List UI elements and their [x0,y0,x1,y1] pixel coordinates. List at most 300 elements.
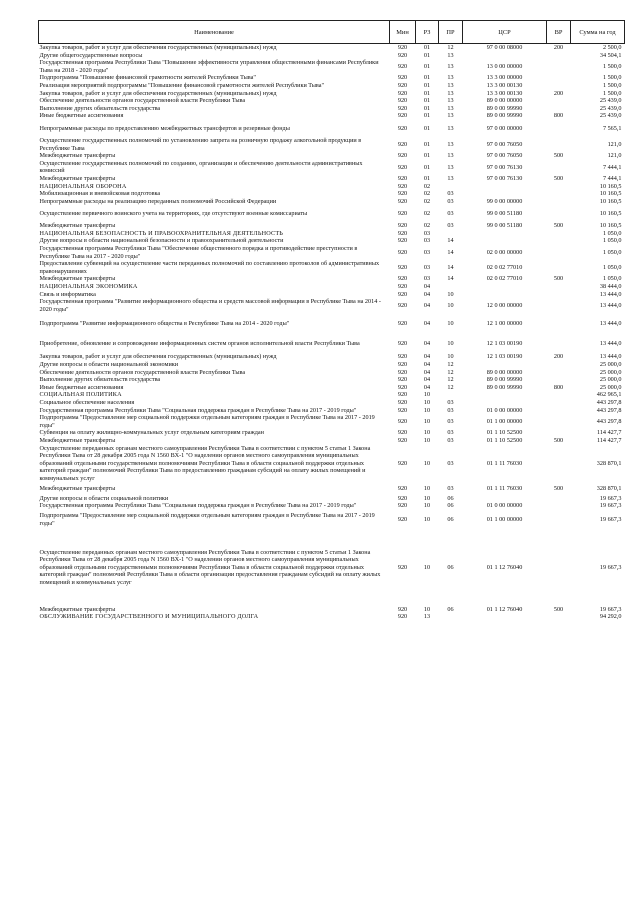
cell-vr [547,429,571,437]
cell-min: 920 [397,398,408,406]
cell-pr: 13 [447,140,454,148]
cell-rz: 10 [423,502,431,510]
table-row [39,613,625,621]
cell-pr: 06 [447,502,454,510]
cell-rz: 04 [423,368,431,376]
cell-sum: 121,0 [607,140,622,148]
cell-min: 920 [397,406,408,414]
cell-min: 920 [397,391,408,399]
cell-sum: 10 160,5 [599,209,622,217]
cell-name: Осуществление государственных полномочий по установлению запрета на розничную продажу алкогольной продукции в Республике Тыва [39,136,362,152]
cell-pr: 03 [447,459,454,467]
cell-name: Межбюджетные трансферты [39,275,116,283]
cell-name: НАЦИОНАЛЬНАЯ ОБОРОНА [39,182,127,190]
cell-vr [547,298,571,313]
cell-pr [439,283,463,291]
cell-vr [547,260,571,275]
cell-pr: 14 [447,264,454,272]
cell-pr: 03 [447,190,454,198]
cell-min: 920 [397,417,408,425]
cell-rz: 01 [423,97,431,105]
cell-name: Государственная программа Республики Тыва "Обеспечение общественного порядка и противодействие преступности в Республике Тыва на 2017 - 2020 годы" [39,245,358,260]
cell-vr: 500 [553,605,564,613]
cell-name: Другие общегосударственные вопросы [39,51,143,59]
cell-csr [463,361,547,369]
cell-name: Государственная программа Республики Тыва "Повышение эффективности управления общественными финансами Республики Тыва на 2018 - 2020 годы" [39,59,379,74]
cell-rz: 04 [423,290,431,298]
cell-min: 920 [397,484,408,492]
table-row [39,445,625,483]
cell-vr [547,445,571,483]
cell-name: Связь и информатика [39,290,96,298]
cell-csr: 89 0 00 00000 [486,368,523,376]
cell-csr [463,283,547,291]
cell-csr: 89 0 00 99990 [486,376,523,384]
cell-pr: 12 [447,376,454,384]
table-row [39,502,625,510]
cell-csr: 01 0 00 00000 [486,502,523,510]
cell-sum: 10 160,5 [599,182,622,190]
cell-rz: 03 [423,264,431,272]
table-row [39,283,625,291]
cell-sum: 13 444,0 [599,339,622,347]
cell-min: 920 [397,368,408,376]
cell-vr [547,137,571,152]
cell-min: 920 [397,502,408,510]
table-row [39,313,625,333]
cell-csr: 89 0 00 00000 [486,97,523,105]
cell-min: 920 [397,361,408,368]
cell-csr: 97 0 00 76050 [486,140,523,148]
cell-vr [547,105,571,113]
cell-min: 920 [397,51,408,59]
cell-pr: 03 [447,417,454,425]
cell-csr: 01 0 00 00000 [486,406,523,414]
table-row [39,429,625,437]
cell-name: ОБСЛУЖИВАНИЕ ГОСУДАРСТВЕННОГО И МУНИЦИПАЛЬНОГО ДОЛГА [39,613,259,621]
cell-vr: 500 [553,152,564,160]
cell-rz: 01 [423,81,431,89]
cell-vr: 800 [553,383,564,391]
cell-pr: 03 [447,398,454,406]
cell-sum: 443 297,8 [596,398,622,406]
cell-csr: 89 0 00 99990 [486,104,523,112]
cell-min: 920 [397,174,408,182]
cell-min: 920 [397,353,408,361]
cell-pr: 10 [447,290,454,298]
cell-csr: 13 3 00 00130 [486,81,523,89]
cell-rz: 03 [423,248,431,256]
cell-csr: 02 0 02 77010 [486,264,523,272]
cell-pr: 12 [447,368,454,376]
cell-sum: 1 500,0 [602,62,622,70]
cell-min: 920 [397,44,408,51]
cell-rz: 04 [423,283,431,291]
cell-min: 920 [397,163,408,171]
cell-min: 920 [397,319,408,327]
cell-name: Подпрограмма "Повышение финансовой грамотности жителей Республики Тыва" [39,74,256,82]
cell-pr: 14 [447,248,454,256]
cell-name: Непрограммные расходы по предоставлению межбюджетных трансфертов и резервные фонды [39,124,290,132]
cell-vr [547,369,571,377]
cell-name: Государственная программа Республики Тыва "Социальная поддержка граждан в Республике Тыва на 2017 - 2019 годы" [39,502,357,510]
cell-min: 920 [397,62,408,70]
cell-sum: 13 444,0 [599,353,622,361]
cell-vr [547,74,571,82]
cell-pr: 03 [447,209,454,217]
cell-name: Предоставление субвенций на осуществление части переданных полномочий по составлению протоколов об административных правонарушениях [39,260,380,275]
cell-name: Государственная программа "Развитие информационного общества и средств массовой информации в Республике Тыва на 2014 - 2020 годы" [39,298,381,313]
cell-pr: 13 [447,81,454,89]
table-header-row [39,21,625,44]
cell-rz: 01 [423,74,431,82]
cell-name: Межбюджетные трансферты [39,174,116,182]
header-rz: РЗ [416,21,439,44]
cell-name: Обеспечение деятельности органов государственной власти Республики Тыва [39,97,246,105]
cell-csr: 12 0 00 00000 [486,302,523,310]
cell-csr [463,183,547,191]
cell-rz: 01 [423,104,431,112]
cell-name: Реализация мероприятий подпрограммы "Повышение финансовой грамотности жителей Республики Тыва" [39,81,325,89]
cell-csr: 97 0 00 76130 [486,174,523,182]
cell-rz: 10 [423,563,431,571]
cell-name: Другие вопросы в области национальной безопасности и правоохранительной деятельности [39,237,284,245]
cell-min: 920 [397,302,408,310]
table-body [39,44,625,621]
table-row [39,606,625,614]
cell-vr [547,59,571,74]
cell-pr: 14 [447,275,454,283]
cell-pr: 06 [447,563,454,571]
budget-table-sheet [38,20,624,621]
cell-name: Межбюджетные трансферты [39,605,116,613]
cell-vr: 500 [553,484,564,492]
cell-sum: 1 050,0 [602,229,622,237]
cell-name: Осуществление переданных органам местного самоуправления Республики Тыва в соответствии с пунктом 5 статьи 1 Закона Республики Тыва от 28 декабря 2005 года N 1560 ВХ-1 "О наделении органов местного самоуправления муниципальных образований отдельными государственными полномочиями Республики Тыва в области социальной поддержки отдельных категорий граждан" полномочий Республики Тыва по предоставлению гражданам субсидий на оплату жилых помещений и коммунальных услуг [39,444,371,482]
cell-rz: 10 [423,605,431,613]
cell-csr: 01 1 12 76040 [486,605,523,613]
cell-csr: 99 0 00 51180 [486,209,523,217]
cell-pr: 10 [447,319,454,327]
table-row [39,291,625,299]
cell-min: 920 [397,190,408,198]
cell-rz: 02 [423,209,431,217]
cell-csr: 13 3 00 00130 [486,89,523,97]
table-row [39,391,625,399]
cell-vr: 500 [553,174,564,182]
cell-sum: 94 292,0 [599,613,622,621]
cell-rz: 01 [423,44,431,51]
cell-rz: 01 [423,163,431,171]
cell-sum: 13 444,0 [599,290,622,298]
cell-sum: 10 160,5 [599,190,622,198]
table-row [39,510,625,530]
cell-sum: 34 504,1 [599,51,622,59]
cell-pr: 13 [447,51,454,59]
cell-min: 920 [397,248,408,256]
cell-rz: 03 [423,229,431,237]
cell-name: Иные бюджетные ассигнования [39,112,124,120]
cell-name: Закупка товаров, работ и услуг для обеспечения государственных (муниципальных) нужд [39,44,277,51]
table-row [39,137,625,152]
table-row [39,437,625,445]
table-row [39,483,625,495]
cell-min: 920 [397,339,408,347]
cell-rz: 04 [423,319,431,327]
cell-sum: 1 050,0 [602,237,622,245]
cell-csr: 01 1 00 00000 [486,417,523,425]
table-row [39,245,625,260]
cell-pr: 12 [447,383,454,391]
cell-pr: 03 [447,429,454,437]
table-row [39,82,625,90]
table-row [39,175,625,183]
cell-sum: 25 000,0 [599,383,622,391]
cell-min: 920 [397,97,408,105]
cell-csr: 01 1 10 52500 [486,429,523,437]
cell-sum: 25 000,0 [599,368,622,376]
cell-sum: 7 444,1 [602,163,622,171]
cell-rz: 10 [423,417,431,425]
table-row [39,384,625,392]
cell-sum: 25 439,0 [599,112,622,120]
cell-sum: 25 000,0 [599,361,622,368]
cell-min: 920 [397,104,408,112]
cell-rz: 01 [423,174,431,182]
cell-name: Закупка товаров, работ и услуг для обеспечения государственных (муниципальных) нужд [39,353,277,361]
cell-csr: 01 1 11 76030 [486,459,523,467]
cell-name: НАЦИОНАЛЬНАЯ ЭКОНОМИКА [39,283,138,291]
cell-csr: 13 0 00 00000 [486,62,523,70]
cell-csr: 02 0 02 77010 [486,275,523,283]
cell-min: 920 [397,124,408,132]
cell-pr: 13 [447,124,454,132]
cell-rz: 10 [423,484,431,492]
cell-csr: 13 3 00 00000 [486,74,523,82]
cell-min: 920 [397,613,408,621]
table-row [39,160,625,175]
table-row [39,333,625,353]
cell-pr: 10 [447,353,454,361]
cell-min: 920 [397,112,408,120]
cell-pr: 12 [447,361,454,368]
cell-vr: 500 [553,222,564,230]
cell-name: Осуществление переданных органам местного самоуправления Республики Тыва в соответствии с пунктом 5 статьи 1 Закона Республики Тыва от 28 декабря 2005 года N 1560 ВХ-1 "О наделении органов местного самоуправления муниципальных образований отдельными государственными полномочиями Республики Тыва в области социальной поддержки отдельных категорий граждан" полномочий Республики Тыва в области организации предоставления гражданам субсидий на оплату жилых помещений и коммунальных услуг [39,548,381,587]
cell-pr: 13 [447,62,454,70]
cell-name: НАЦИОНАЛЬНАЯ БЕЗОПАСНОСТЬ И ПРАВООХРАНИТЕЛЬНАЯ ДЕЯТЕЛЬНОСТЬ [39,229,284,237]
header-pr: ПР [439,21,463,44]
cell-vr [547,510,571,530]
cell-rz: 10 [423,436,431,444]
cell-sum: 443 297,8 [596,406,622,414]
cell-rz: 01 [423,140,431,148]
cell-rz: 10 [423,515,431,523]
cell-vr [547,237,571,245]
cell-name: Другие вопросы в области национальной экономики [39,361,179,368]
cell-name: Подпрограмма "Предоставление мер социальной поддержки отдельным категориям граждан в Республике Тыва на 2017 - 2019 годы" [39,512,375,527]
cell-csr: 12 1 00 00000 [486,319,523,327]
cell-rz: 02 [423,197,431,205]
cell-min: 920 [397,376,408,384]
cell-sum: 443 297,8 [596,417,622,425]
cell-sum: 1 500,0 [602,81,622,89]
cell-rz: 10 [423,391,431,399]
cell-pr: 03 [447,484,454,492]
cell-rz: 02 [423,182,431,190]
table-row [39,399,625,407]
cell-sum: 1 500,0 [602,74,622,82]
table-row [39,112,625,120]
cell-csr: 97 0 00 08000 [486,44,523,51]
cell-rz: 04 [423,339,431,347]
cell-vr [547,376,571,384]
cell-name: Межбюджетные трансферты [39,436,116,444]
cell-name: Межбюджетные трансферты [39,152,116,160]
table-row [39,198,625,206]
cell-csr [463,495,547,503]
header-sum: Сумма на год [571,21,625,44]
cell-csr: 01 1 11 76030 [486,484,523,492]
cell-vr [547,82,571,90]
cell-vr [547,190,571,198]
cell-sum: 13 444,0 [599,302,622,310]
cell-name: Межбюджетные трансферты [39,222,116,230]
cell-pr: 14 [447,237,454,245]
table-row [39,190,625,198]
cell-vr [547,399,571,407]
cell-vr: 200 [553,353,564,361]
cell-name: Подпрограмма "Предоставление мер социальной поддержки отдельным категориям граждан в Республике Тыва на 2017 - 2019 годы" [39,414,375,429]
cell-sum: 114 427,7 [596,436,622,444]
cell-sum: 10 160,5 [599,197,622,205]
table-row [39,414,625,429]
cell-min: 920 [397,515,408,523]
cell-csr: 97 0 00 76130 [486,163,523,171]
cell-sum: 1 050,0 [602,264,622,272]
cell-vr [547,313,571,333]
cell-vr [547,495,571,503]
table-row [39,407,625,415]
table-row [39,52,625,60]
cell-pr: 10 [447,339,454,347]
cell-rz: 10 [423,494,431,502]
cell-name: Межбюджетные трансферты [39,484,116,492]
cell-vr [547,502,571,510]
cell-csr: 01 1 10 52500 [486,436,523,444]
cell-min: 920 [397,283,408,291]
cell-rz: 04 [423,353,431,361]
cell-csr: 12 1 03 00190 [486,339,523,347]
cell-rz: 04 [423,302,431,310]
header-csr: ЦСР [463,21,547,44]
table-row [39,275,625,283]
cell-name: Осуществление первичного воинского учета на территориях, где отсутствуют военные комиссариаты [39,209,308,217]
cell-name: Выполнение других обязательств государства [39,376,161,384]
cell-min: 920 [397,222,408,230]
cell-vr [547,291,571,299]
cell-vr [547,160,571,175]
cell-sum: 10 160,5 [599,222,622,230]
cell-min: 920 [397,182,408,190]
cell-vr [547,333,571,353]
cell-rz: 10 [423,406,431,414]
table-row [39,369,625,377]
cell-rz: 01 [423,62,431,70]
cell-vr: 200 [553,89,564,97]
cell-rz: 10 [423,398,431,406]
table-row [39,230,625,238]
cell-min: 920 [397,459,408,467]
cell-vr [547,613,571,621]
cell-vr: 500 [553,275,564,283]
cell-rz: 01 [423,112,431,120]
cell-vr [547,205,571,222]
cell-name: Непрограммные расходы на реализацию переданных полномочий Российской Федерации [39,197,277,205]
cell-sum: 25 000,0 [599,376,622,384]
cell-sum: 13 444,0 [599,319,622,327]
cell-vr: 500 [553,436,564,444]
cell-rz: 04 [423,361,431,368]
cell-sum: 2 500,0 [602,44,622,51]
cell-pr [439,613,463,621]
table-row [39,120,625,137]
header-vr: ВР [547,21,571,44]
cell-pr: 13 [447,152,454,160]
cell-pr [439,230,463,238]
cell-pr: 10 [447,302,454,310]
table-row [39,495,625,503]
cell-vr [547,120,571,137]
cell-vr [547,52,571,60]
cell-sum: 7 444,1 [602,174,622,182]
cell-csr: 01 1 12 76040 [486,563,523,571]
cell-csr: 12 1 03 00190 [486,353,523,361]
cell-rz: 01 [423,51,431,59]
cell-csr [463,399,547,407]
cell-sum: 328 870,1 [596,459,622,467]
cell-sum: 19 667,3 [599,502,622,510]
cell-min: 920 [397,383,408,391]
cell-vr [547,407,571,415]
cell-rz: 10 [423,459,431,467]
cell-pr: 06 [447,494,454,502]
cell-name: Выполнение других обязательств государства [39,104,161,112]
cell-sum: 25 439,0 [599,104,622,112]
cell-pr: 13 [447,89,454,97]
cell-pr: 06 [447,515,454,523]
cell-sum: 328 870,1 [596,484,622,492]
cell-name: Приобретение, обновление и сопровождение информационных систем органов исполнительной власти Республики Тыва [39,339,360,347]
cell-sum: 114 427,7 [596,429,622,437]
cell-sum: 19 667,3 [599,515,622,523]
cell-min: 920 [397,237,408,245]
cell-min: 920 [397,290,408,298]
cell-csr: 97 0 00 00000 [486,124,523,132]
cell-csr: 89 0 00 99990 [486,383,523,391]
cell-csr [463,391,547,399]
cell-rz: 01 [423,89,431,97]
table-row [39,298,625,313]
cell-vr [547,361,571,369]
cell-name: Мобилизационная и вневойсковая подготовка [39,190,161,198]
cell-pr: 03 [447,197,454,205]
cell-rz: 01 [423,124,431,132]
cell-csr [463,237,547,245]
table-row [39,530,625,606]
cell-pr: 13 [447,74,454,82]
cell-rz: 04 [423,376,431,384]
cell-min: 920 [397,436,408,444]
